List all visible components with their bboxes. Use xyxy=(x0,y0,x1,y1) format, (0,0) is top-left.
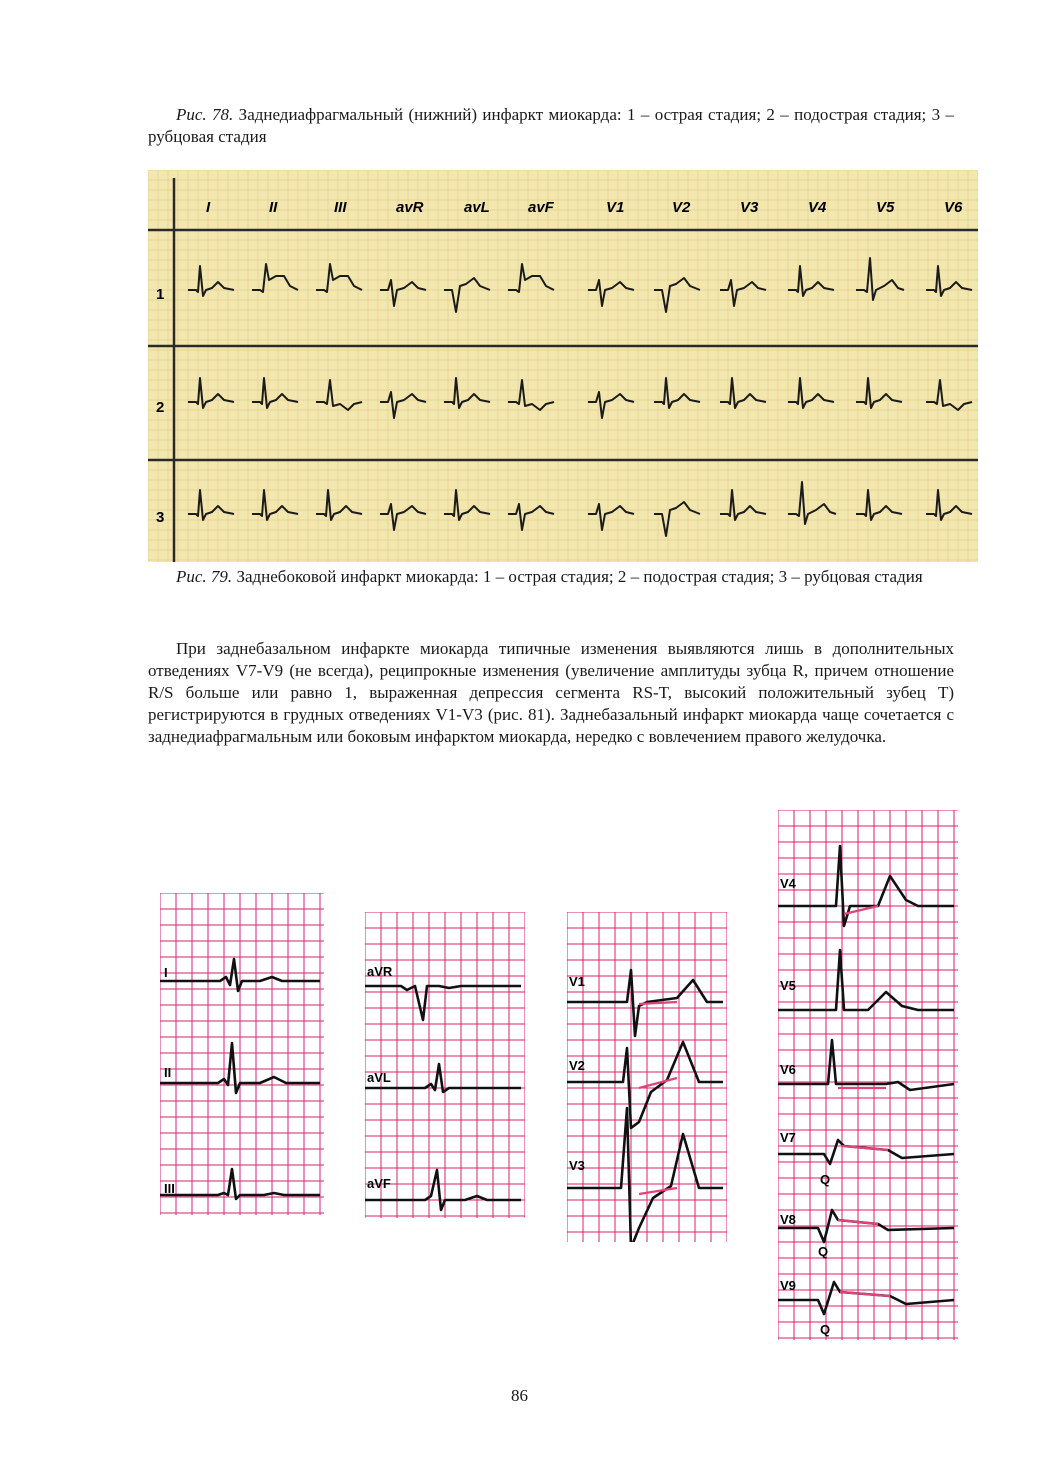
figure-78-label: Рис. 78. xyxy=(176,105,234,124)
ecg-panel-grid xyxy=(365,912,525,1218)
lead-label-III: III xyxy=(164,1181,175,1196)
lead-label-avL: avL xyxy=(464,199,490,216)
lead-label-III: III xyxy=(334,199,347,216)
q-label-v8: Q xyxy=(818,1244,829,1259)
ecg-panel-grid xyxy=(160,893,324,1215)
q-label-v9: Q xyxy=(820,1322,831,1337)
lead-label-V4: V4 xyxy=(780,876,796,891)
ecg-panel-chest-leads-v1-v3 xyxy=(567,912,727,1242)
figure-78-caption xyxy=(148,104,954,148)
q-label-v7: Q xyxy=(820,1172,831,1187)
lead-label-V2: V2 xyxy=(672,199,691,216)
ecg-panel-limb-leads-1 xyxy=(160,893,324,1215)
lead-label-aVL: aVL xyxy=(367,1070,391,1085)
lead-label-V8: V8 xyxy=(780,1212,796,1227)
lead-label-V6: V6 xyxy=(944,199,963,216)
lead-label-I: I xyxy=(164,965,168,980)
lead-label-V5: V5 xyxy=(876,199,895,216)
lead-label-V1: V1 xyxy=(606,199,625,216)
lead-label-V1: V1 xyxy=(569,974,585,989)
ecg-panel-grid xyxy=(778,810,958,1340)
ecg-panel-chest-leads-v4-v9 xyxy=(778,810,958,1340)
lead-label-V4: V4 xyxy=(808,199,827,216)
lead-label-V3: V3 xyxy=(569,1158,585,1173)
lead-label-V9: V9 xyxy=(780,1278,796,1293)
ecg-panel-augmented-leads xyxy=(365,912,525,1218)
lead-label-V3: V3 xyxy=(740,199,759,216)
ecg-figure-79 xyxy=(148,170,978,562)
figure-79-caption xyxy=(148,566,954,588)
row-label-3: 3 xyxy=(156,509,165,526)
lead-label-avF: avF xyxy=(528,199,554,216)
lead-label-aVF: aVF xyxy=(367,1176,391,1191)
lead-label-II: II xyxy=(269,199,278,216)
lead-label-I: I xyxy=(206,199,211,216)
figure-79-label: Рис. 79. xyxy=(176,567,233,586)
lead-label-aVR: aVR xyxy=(367,964,393,979)
lead-label-V2: V2 xyxy=(569,1058,585,1073)
figure-78-text: Заднедиафрагмальный (нижний) инфаркт миокарда: 1 – острая стадия; 2 – подострая стадия; 3 – рубцовая стадия xyxy=(148,105,955,146)
lead-label-avR: avR xyxy=(396,199,424,216)
lead-label-V5: V5 xyxy=(780,978,796,993)
figure-79-text: Заднебоковой инфаркт миокарда: 1 – острая стадия; 2 – подострая стадия; 3 – рубцовая стадия xyxy=(232,567,923,586)
lead-label-V7: V7 xyxy=(780,1130,796,1145)
body-paragraph: При заднебазальном инфаркте миокарда типичные изменения выявляются лишь в дополнительных отведениях V7-V9 (не всегда), реципрокные изменения (увеличение амплитуды зубца R, причем отношение R/S больше или равно 1, выраженная депрессия сегмента RS-T, высокий положительный зубец T) регистрируются в грудных отведениях V1-V3 (рис. 81). Заднебазальный инфаркт миокарда чаще сочетается с заднедиафрагмальным или боковым инфарктом миокарда, нередко с вовлечением правого желудочка. xyxy=(148,639,954,746)
lead-label-V6: V6 xyxy=(780,1062,796,1077)
lead-label-II: II xyxy=(164,1065,172,1080)
row-label-2: 2 xyxy=(156,399,165,416)
page-number: 86 xyxy=(511,1386,528,1405)
row-label-1: 1 xyxy=(156,286,165,303)
